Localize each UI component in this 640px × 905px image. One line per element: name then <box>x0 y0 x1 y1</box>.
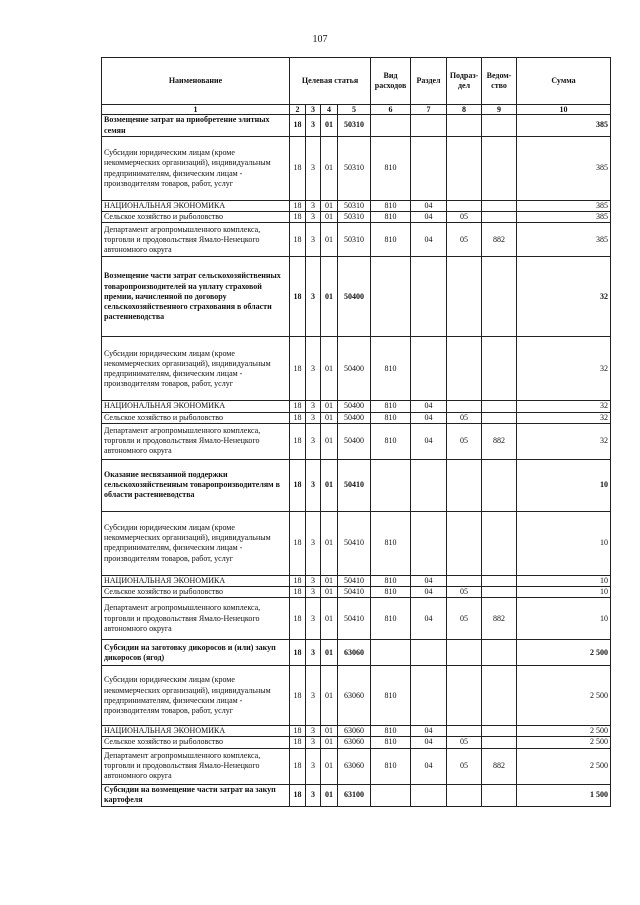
cell-subsection <box>447 726 482 737</box>
cell-target-3: 01 <box>321 726 338 737</box>
cell-subsection <box>447 137 482 201</box>
cell-dept <box>482 459 517 511</box>
cell-name: НАЦИОНАЛЬНАЯ ЭКОНОМИКА <box>102 575 290 586</box>
cell-target-3: 01 <box>321 257 338 337</box>
cell-target-1: 18 <box>290 212 306 223</box>
cell-target-code: 50400 <box>338 257 371 337</box>
cell-subsection <box>447 401 482 412</box>
cell-section: 04 <box>411 587 447 598</box>
cell-kind: 810 <box>371 223 411 257</box>
cell-kind: 810 <box>371 666 411 726</box>
cell-name: НАЦИОНАЛЬНАЯ ЭКОНОМИКА <box>102 401 290 412</box>
cell-target-2: 3 <box>306 257 321 337</box>
cell-target-2: 3 <box>306 201 321 212</box>
cell-target-1: 18 <box>290 640 306 666</box>
cell-section <box>411 257 447 337</box>
header-kind: Вид расходов <box>371 58 411 105</box>
cell-target-1: 18 <box>290 257 306 337</box>
cell-name: Возмещение затрат на приобретение элитных семян <box>102 115 290 137</box>
cell-target-1: 18 <box>290 115 306 137</box>
cell-name: НАЦИОНАЛЬНАЯ ЭКОНОМИКА <box>102 201 290 212</box>
cell-subsection: 05 <box>447 598 482 640</box>
cell-sum: 10 <box>517 459 611 511</box>
cell-target-2: 3 <box>306 511 321 575</box>
table-row <box>102 587 611 598</box>
header-sum: Сумма <box>517 58 611 105</box>
column-number: 8 <box>447 105 482 115</box>
table-row <box>102 115 611 137</box>
cell-dept <box>482 726 517 737</box>
cell-section <box>411 666 447 726</box>
cell-target-2: 3 <box>306 575 321 586</box>
table-row <box>102 337 611 401</box>
cell-target-code: 50410 <box>338 459 371 511</box>
cell-kind: 810 <box>371 212 411 223</box>
cell-section: 04 <box>411 575 447 586</box>
cell-name: Сельское хозяйство и рыболовство <box>102 212 290 223</box>
cell-target-1: 18 <box>290 201 306 212</box>
cell-target-code: 50310 <box>338 223 371 257</box>
cell-dept <box>482 257 517 337</box>
cell-subsection <box>447 337 482 401</box>
table-row <box>102 459 611 511</box>
cell-subsection <box>447 511 482 575</box>
cell-section: 04 <box>411 598 447 640</box>
cell-subsection: 05 <box>447 412 482 423</box>
cell-kind: 810 <box>371 587 411 598</box>
cell-subsection <box>447 784 482 806</box>
cell-name: Департамент агропромышленного комплекса, торговли и продовольствия Ямало-Ненецкого автономного округа <box>102 223 290 257</box>
cell-dept <box>482 737 517 748</box>
cell-target-code: 50310 <box>338 115 371 137</box>
cell-kind: 810 <box>371 201 411 212</box>
cell-target-code: 63100 <box>338 784 371 806</box>
cell-target-2: 3 <box>306 459 321 511</box>
cell-target-3: 01 <box>321 737 338 748</box>
cell-target-2: 3 <box>306 412 321 423</box>
cell-sum: 10 <box>517 587 611 598</box>
cell-target-3: 01 <box>321 201 338 212</box>
cell-dept: 882 <box>482 748 517 784</box>
cell-kind: 810 <box>371 337 411 401</box>
cell-target-1: 18 <box>290 423 306 459</box>
cell-sum: 385 <box>517 115 611 137</box>
cell-section <box>411 459 447 511</box>
cell-target-1: 18 <box>290 412 306 423</box>
table-row <box>102 784 611 806</box>
column-number: 9 <box>482 105 517 115</box>
cell-target-2: 3 <box>306 748 321 784</box>
cell-name: Департамент агропромышленного комплекса, торговли и продовольствия Ямало-Ненецкого автономного округа <box>102 423 290 459</box>
cell-dept: 882 <box>482 223 517 257</box>
cell-target-3: 01 <box>321 459 338 511</box>
cell-target-code: 50410 <box>338 587 371 598</box>
cell-target-1: 18 <box>290 784 306 806</box>
cell-target-3: 01 <box>321 748 338 784</box>
cell-sum: 32 <box>517 337 611 401</box>
cell-target-1: 18 <box>290 511 306 575</box>
table-row <box>102 737 611 748</box>
table-row <box>102 201 611 212</box>
cell-target-2: 3 <box>306 137 321 201</box>
cell-section: 04 <box>411 212 447 223</box>
cell-target-1: 18 <box>290 598 306 640</box>
cell-target-code: 50310 <box>338 201 371 212</box>
table-row <box>102 666 611 726</box>
cell-sum: 385 <box>517 137 611 201</box>
header-row <box>102 58 611 105</box>
column-number: 5 <box>338 105 371 115</box>
cell-target-3: 01 <box>321 575 338 586</box>
cell-subsection <box>447 640 482 666</box>
cell-target-code: 50410 <box>338 511 371 575</box>
table-row <box>102 640 611 666</box>
cell-target-2: 3 <box>306 784 321 806</box>
cell-name: НАЦИОНАЛЬНАЯ ЭКОНОМИКА <box>102 726 290 737</box>
cell-target-1: 18 <box>290 575 306 586</box>
header-subsection: Подраз-дел <box>447 58 482 105</box>
cell-kind: 810 <box>371 575 411 586</box>
cell-kind <box>371 459 411 511</box>
cell-sum: 32 <box>517 401 611 412</box>
cell-kind: 810 <box>371 737 411 748</box>
table-row <box>102 726 611 737</box>
cell-target-code: 50410 <box>338 575 371 586</box>
cell-subsection <box>447 115 482 137</box>
cell-target-1: 18 <box>290 748 306 784</box>
table-row <box>102 412 611 423</box>
header-name: Наименование <box>102 58 290 105</box>
cell-subsection: 05 <box>447 212 482 223</box>
cell-section: 04 <box>411 401 447 412</box>
cell-target-2: 3 <box>306 666 321 726</box>
cell-target-code: 50400 <box>338 401 371 412</box>
cell-target-1: 18 <box>290 401 306 412</box>
cell-sum: 385 <box>517 223 611 257</box>
cell-subsection <box>447 575 482 586</box>
table-row <box>102 212 611 223</box>
cell-target-code: 50410 <box>338 598 371 640</box>
cell-target-1: 18 <box>290 587 306 598</box>
column-number: 6 <box>371 105 411 115</box>
cell-target-3: 01 <box>321 423 338 459</box>
header-section: Раздел <box>411 58 447 105</box>
cell-target-1: 18 <box>290 726 306 737</box>
cell-target-1: 18 <box>290 737 306 748</box>
column-number: 2 <box>290 105 306 115</box>
cell-target-3: 01 <box>321 337 338 401</box>
cell-dept: 882 <box>482 598 517 640</box>
cell-sum: 10 <box>517 511 611 575</box>
cell-dept <box>482 337 517 401</box>
cell-name: Субсидии юридическим лицам (кроме некоммерческих организаций), индивидуальным предпринимателям, физическим лицам - производителям товаров, работ, услуг <box>102 137 290 201</box>
cell-target-2: 3 <box>306 401 321 412</box>
table-row <box>102 748 611 784</box>
cell-dept <box>482 137 517 201</box>
cell-sum: 2 500 <box>517 737 611 748</box>
cell-subsection: 05 <box>447 223 482 257</box>
table-row <box>102 511 611 575</box>
cell-sum: 32 <box>517 423 611 459</box>
cell-dept <box>482 784 517 806</box>
header-target: Целевая статья <box>290 58 371 105</box>
table-row <box>102 137 611 201</box>
cell-dept <box>482 511 517 575</box>
cell-dept <box>482 212 517 223</box>
cell-dept <box>482 587 517 598</box>
cell-kind: 810 <box>371 598 411 640</box>
cell-target-3: 01 <box>321 587 338 598</box>
cell-dept <box>482 666 517 726</box>
cell-target-code: 50400 <box>338 337 371 401</box>
cell-sum: 385 <box>517 201 611 212</box>
column-number: 4 <box>321 105 338 115</box>
cell-section <box>411 640 447 666</box>
table-row <box>102 223 611 257</box>
cell-target-3: 01 <box>321 511 338 575</box>
cell-target-2: 3 <box>306 223 321 257</box>
cell-kind: 810 <box>371 401 411 412</box>
cell-target-3: 01 <box>321 640 338 666</box>
header-dept: Ведом-ство <box>482 58 517 105</box>
cell-name: Возмещение части затрат сельскохозяйственных товаропроизводителей на уплату страховой премии, начисленной по договору сельскохозяйственного страхования в области растениеводства <box>102 257 290 337</box>
cell-subsection: 05 <box>447 587 482 598</box>
cell-target-3: 01 <box>321 212 338 223</box>
cell-kind <box>371 784 411 806</box>
cell-section: 04 <box>411 423 447 459</box>
cell-kind: 810 <box>371 511 411 575</box>
cell-sum: 1 500 <box>517 784 611 806</box>
cell-section: 04 <box>411 737 447 748</box>
cell-target-3: 01 <box>321 137 338 201</box>
cell-target-3: 01 <box>321 784 338 806</box>
cell-name: Департамент агропромышленного комплекса, торговли и продовольствия Ямало-Ненецкого автономного округа <box>102 598 290 640</box>
cell-subsection: 05 <box>447 748 482 784</box>
cell-section: 04 <box>411 223 447 257</box>
cell-target-2: 3 <box>306 726 321 737</box>
cell-target-1: 18 <box>290 223 306 257</box>
cell-target-code: 50400 <box>338 412 371 423</box>
cell-section <box>411 137 447 201</box>
cell-dept <box>482 412 517 423</box>
cell-target-2: 3 <box>306 423 321 459</box>
cell-dept <box>482 115 517 137</box>
cell-subsection <box>447 257 482 337</box>
cell-target-1: 18 <box>290 666 306 726</box>
table-row <box>102 598 611 640</box>
cell-target-3: 01 <box>321 412 338 423</box>
cell-target-3: 01 <box>321 598 338 640</box>
cell-kind: 810 <box>371 748 411 784</box>
cell-section: 04 <box>411 726 447 737</box>
budget-table <box>101 57 611 807</box>
cell-name: Департамент агропромышленного комплекса, торговли и продовольствия Ямало-Ненецкого автономного округа <box>102 748 290 784</box>
cell-target-code: 50310 <box>338 137 371 201</box>
column-number: 7 <box>411 105 447 115</box>
cell-target-2: 3 <box>306 337 321 401</box>
table-row <box>102 257 611 337</box>
cell-target-3: 01 <box>321 115 338 137</box>
cell-target-2: 3 <box>306 598 321 640</box>
cell-subsection <box>447 666 482 726</box>
cell-kind <box>371 640 411 666</box>
cell-section <box>411 784 447 806</box>
cell-dept <box>482 201 517 212</box>
cell-sum: 32 <box>517 412 611 423</box>
cell-sum: 2 500 <box>517 640 611 666</box>
cell-target-1: 18 <box>290 337 306 401</box>
cell-name: Сельское хозяйство и рыболовство <box>102 587 290 598</box>
cell-subsection <box>447 201 482 212</box>
cell-section <box>411 511 447 575</box>
cell-section <box>411 337 447 401</box>
cell-sum: 2 500 <box>517 726 611 737</box>
cell-dept <box>482 575 517 586</box>
cell-sum: 2 500 <box>517 666 611 726</box>
column-number: 10 <box>517 105 611 115</box>
cell-sum: 32 <box>517 257 611 337</box>
cell-name: Субсидии на возмещение части затрат на закуп картофеля <box>102 784 290 806</box>
cell-target-2: 3 <box>306 212 321 223</box>
cell-target-2: 3 <box>306 640 321 666</box>
cell-name: Субсидии на заготовку дикоросов и (или) закуп дикоросов (ягод) <box>102 640 290 666</box>
cell-target-3: 01 <box>321 401 338 412</box>
column-number: 1 <box>102 105 290 115</box>
cell-target-1: 18 <box>290 137 306 201</box>
cell-kind <box>371 257 411 337</box>
cell-target-3: 01 <box>321 666 338 726</box>
cell-section: 04 <box>411 201 447 212</box>
cell-name: Субсидии юридическим лицам (кроме некоммерческих организаций), индивидуальным предпринимателям, физическим лицам - производителям товаров, работ, услуг <box>102 511 290 575</box>
cell-dept <box>482 401 517 412</box>
cell-name: Субсидии юридическим лицам (кроме некоммерческих организаций), индивидуальным предпринимателям, физическим лицам - производителям товаров, работ, услуг <box>102 337 290 401</box>
cell-name: Субсидии юридическим лицам (кроме некоммерческих организаций), индивидуальным предпринимателям, физическим лицам - производителям товаров, работ, услуг <box>102 666 290 726</box>
page-number: 107 <box>312 34 328 45</box>
cell-target-2: 3 <box>306 737 321 748</box>
cell-kind: 810 <box>371 412 411 423</box>
table-row <box>102 423 611 459</box>
cell-name: Сельское хозяйство и рыболовство <box>102 412 290 423</box>
cell-target-code: 63060 <box>338 737 371 748</box>
cell-sum: 2 500 <box>517 748 611 784</box>
column-number: 3 <box>306 105 321 115</box>
cell-target-code: 63060 <box>338 640 371 666</box>
cell-kind: 810 <box>371 137 411 201</box>
cell-subsection: 05 <box>447 737 482 748</box>
cell-target-2: 3 <box>306 587 321 598</box>
cell-subsection <box>447 459 482 511</box>
cell-name: Сельское хозяйство и рыболовство <box>102 737 290 748</box>
column-number-row <box>102 105 611 115</box>
cell-target-2: 3 <box>306 115 321 137</box>
cell-kind: 810 <box>371 423 411 459</box>
cell-target-code: 50400 <box>338 423 371 459</box>
cell-sum: 10 <box>517 598 611 640</box>
cell-target-1: 18 <box>290 459 306 511</box>
cell-dept <box>482 640 517 666</box>
cell-dept: 882 <box>482 423 517 459</box>
cell-kind: 810 <box>371 726 411 737</box>
cell-sum: 385 <box>517 212 611 223</box>
cell-section: 04 <box>411 412 447 423</box>
cell-target-code: 50310 <box>338 212 371 223</box>
cell-target-code: 63060 <box>338 666 371 726</box>
cell-target-3: 01 <box>321 223 338 257</box>
cell-target-code: 63060 <box>338 748 371 784</box>
table-row <box>102 575 611 586</box>
cell-target-code: 63060 <box>338 726 371 737</box>
cell-sum: 10 <box>517 575 611 586</box>
cell-section <box>411 115 447 137</box>
cell-section: 04 <box>411 748 447 784</box>
table-row <box>102 401 611 412</box>
cell-name: Оказание несвязанной поддержки сельскохозяйственным товаропроизводителям в области растениеводства <box>102 459 290 511</box>
cell-subsection: 05 <box>447 423 482 459</box>
cell-kind <box>371 115 411 137</box>
